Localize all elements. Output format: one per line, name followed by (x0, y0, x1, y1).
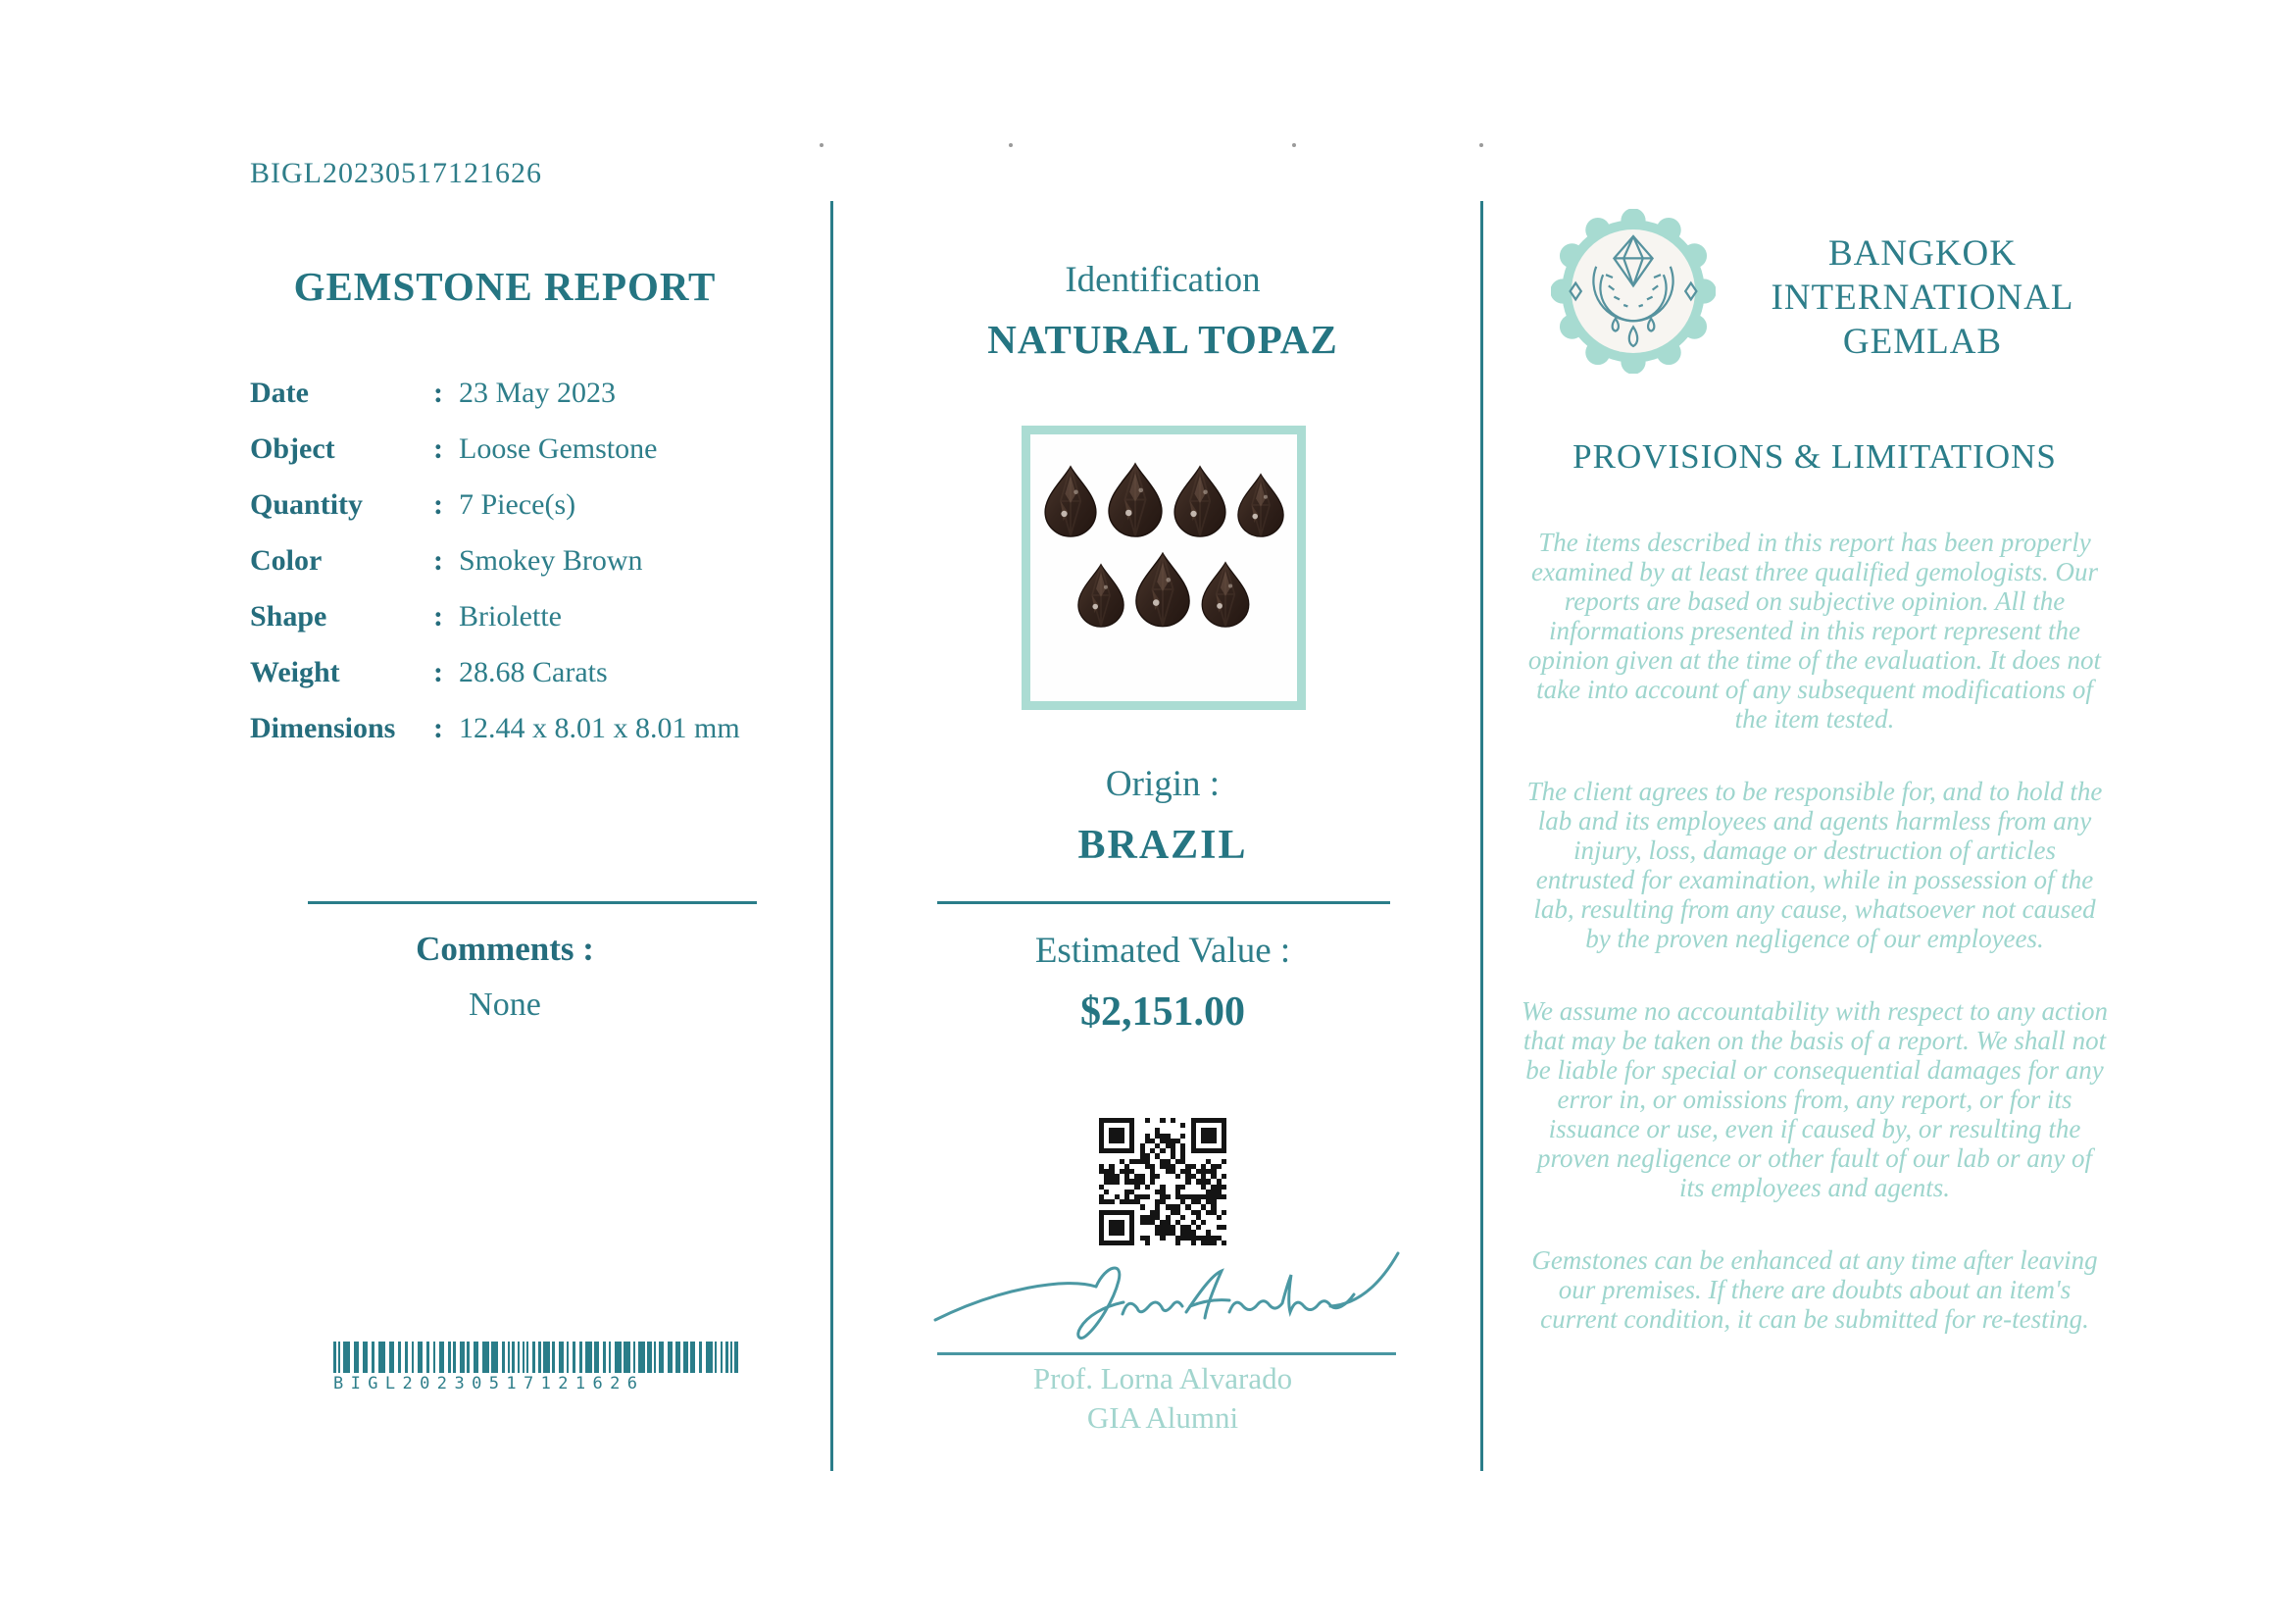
estimated-value-label: Estimated Value : (1034, 931, 1291, 971)
table-row-color (250, 544, 799, 600)
estimated-value: $2,151.00 (1080, 989, 1245, 1035)
table-row-dimensions (250, 712, 799, 768)
report-title: GEMSTONE REPORT (293, 264, 717, 309)
provisions-paragraph: Gemstones can be enhanced at any time after leaving our premises. If there are doubts about an item's current condition, it can be submitted for re-testing. (1531, 1245, 2098, 1334)
field-separator: : (433, 544, 443, 577)
signatory-name: Prof. Lorna Alvarado (1032, 1361, 1293, 1395)
field-separator: : (433, 712, 443, 744)
field-label: Dimensions (250, 712, 396, 744)
field-separator: : (433, 488, 443, 521)
crop-mark (1009, 143, 1013, 147)
gem-stone (1107, 462, 1164, 537)
gem-attributes-table (250, 377, 799, 768)
field-value: Smokey Brown (459, 544, 643, 577)
signature (929, 1243, 1404, 1353)
barcode-bars (333, 1342, 741, 1373)
field-value: Briolette (459, 600, 562, 633)
comments-label: Comments : (416, 930, 594, 968)
signatory-title: GIA Alumni (1086, 1400, 1239, 1435)
origin-label: Origin : (1105, 764, 1221, 804)
crop-mark (1479, 143, 1483, 147)
value-divider (937, 901, 1390, 904)
table-row-date (250, 377, 799, 432)
gem-row (1030, 551, 1297, 628)
field-value: 23 May 2023 (459, 377, 616, 409)
field-value: 12.44 x 8.01 x 8.01 mm (459, 712, 740, 744)
field-label: Shape (250, 600, 327, 633)
table-row-object (250, 432, 799, 488)
field-label: Weight (250, 656, 340, 688)
lab-name-line: GEMLAB (1842, 322, 2003, 362)
gem-stone (1236, 473, 1285, 537)
identification-value: NATURAL TOPAZ (987, 317, 1338, 362)
field-label: Color (250, 544, 323, 577)
gem-stone (1173, 465, 1227, 537)
field-value: 28.68 Carats (459, 656, 608, 688)
provisions-paragraph: The items described in this report has been properly examined by at least three qualified gemologists. Our reports are based on subjective opinion. All the informations presented in this report represent the opinion given at the time of the evaluation. It does not take into account of any subsequent modifications of the item tested. (1527, 528, 2102, 734)
lab-name (1737, 231, 2108, 364)
provisions-title: PROVISIONS & LIMITATIONS (1572, 437, 2057, 476)
field-label: Quantity (250, 488, 364, 521)
gem-stone (1134, 551, 1191, 628)
gemlab-seal-logo (1551, 209, 1716, 374)
gem-stone (1200, 561, 1251, 628)
crop-mark (820, 143, 824, 147)
column-divider (830, 201, 833, 1471)
gem-stone (1043, 465, 1098, 537)
report-number: BIGL20230517121626 (250, 157, 542, 189)
provisions-text (1522, 528, 2108, 1377)
field-separator: : (433, 432, 443, 465)
table-row-weight (250, 656, 799, 712)
provisions-paragraph: The client agrees to be responsible for, and to hold the lab and its employees and agents harmless from any injury, loss, damage or destruction of articles entrusted for examination, while in possession of the lab, resulting from any cause, whatsoever not caused by the proven negligence of our employees. (1526, 777, 2103, 953)
field-value: Loose Gemstone (459, 432, 658, 465)
field-separator: : (433, 377, 443, 409)
identification-label: Identification (1065, 260, 1261, 300)
lab-name-line: INTERNATIONAL (1771, 278, 2074, 318)
qr-code (1099, 1118, 1226, 1245)
field-label: Object (250, 432, 335, 465)
field-separator: : (433, 656, 443, 688)
provisions-paragraph: We assume no accountability with respect to any action that may be taken on the basis of a report. We shall not be liable for special or consequential damages for any error in, or omissions from, any report, or for its issuance or use, even if caused by, or resulting the proven negligence or other fault of our lab or any of its employees and agents. (1522, 996, 2108, 1202)
field-value: 7 Piece(s) (459, 488, 576, 521)
field-separator: : (433, 600, 443, 633)
lab-name-line: BANGKOK (1828, 233, 2017, 274)
comments-value: None (469, 987, 541, 1023)
gemstone-photo (1022, 426, 1306, 710)
comments-divider (308, 901, 757, 904)
barcode-text: BIGL20230517121626 (333, 1374, 645, 1393)
crop-mark (1292, 143, 1296, 147)
signature-divider (937, 1352, 1396, 1355)
gem-row (1030, 462, 1297, 537)
field-label: Date (250, 377, 309, 409)
column-divider (1480, 201, 1483, 1471)
origin-value: BRAZIL (1077, 823, 1248, 868)
table-row-quantity (250, 488, 799, 544)
gem-stone (1076, 563, 1125, 628)
table-row-shape (250, 600, 799, 656)
barcode (333, 1342, 741, 1393)
